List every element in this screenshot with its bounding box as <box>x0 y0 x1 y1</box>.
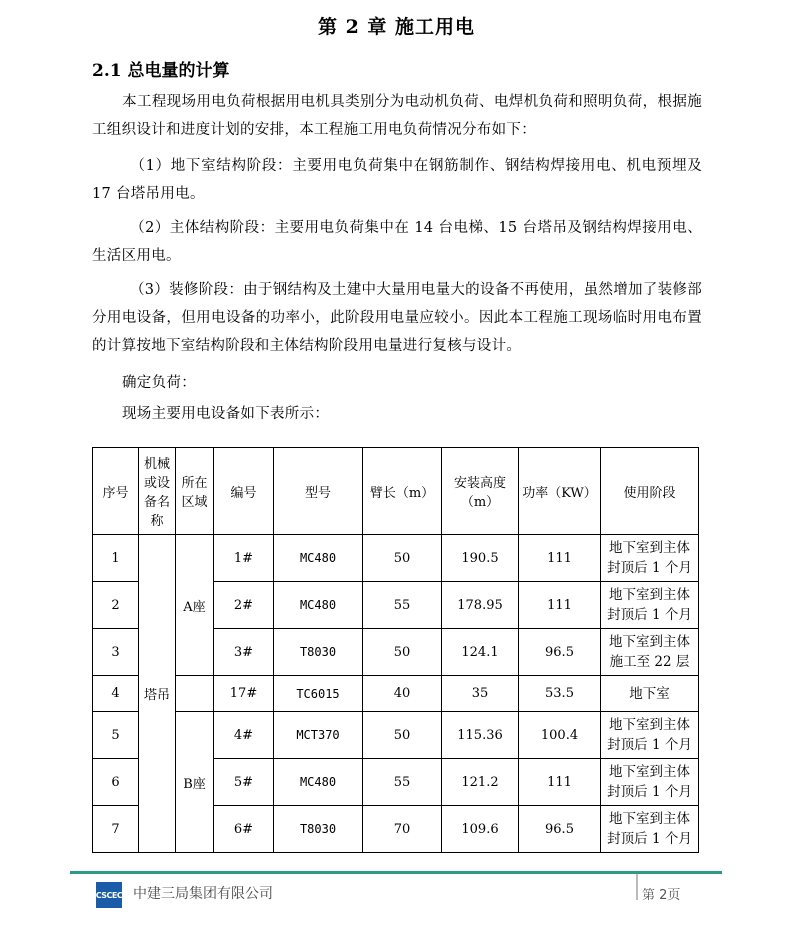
cell-height: 124.1 <box>442 629 519 676</box>
header-seq: 序号 <box>93 448 139 535</box>
company-name: 中建三局集团有限公司 <box>133 886 273 902</box>
cell-model: MCT370 <box>274 712 363 759</box>
paragraph-stage-2 <box>92 214 702 270</box>
cell-code: 1# <box>214 535 274 582</box>
cell-code: 5# <box>214 759 274 806</box>
cell-arm: 40 <box>363 676 442 712</box>
paragraph-intro-text: 本工程现场用电负荷根据用电机具类别分为电动机负荷、电焊机负荷和照明负荷，根据施工组织设计和进度计划的安排，本工程施工用电负荷情况分布如下： <box>92 94 702 138</box>
header-arm: 臂长（m） <box>363 448 442 535</box>
cell-height: 178.95 <box>442 582 519 629</box>
table-header-row <box>93 448 699 535</box>
cell-arm: 50 <box>363 712 442 759</box>
cell-arm: 50 <box>363 629 442 676</box>
equipment-table <box>92 447 699 853</box>
cell-stage: 地下室到主体施工至 22 层 <box>601 629 699 676</box>
cell-seq: 3 <box>93 629 139 676</box>
paragraph-stage-3-text: （3）装修阶段：由于钢结构及土建中大量用电量大的设备不再使用，虽然增加了装修部分用电设备，但用电设备的功率小，此阶段用电量应较小。因此本工程施工现场临时用电布置的计算按地下室结构阶段和主体结构阶段用电量进行复核与设计。 <box>92 282 702 354</box>
header-model: 型号 <box>274 448 363 535</box>
paragraph-load-text: 确定负荷： <box>122 375 196 391</box>
table-row <box>93 712 699 759</box>
cell-code: 4# <box>214 712 274 759</box>
cell-power: 111 <box>519 759 601 806</box>
cell-seq: 1 <box>93 535 139 582</box>
cell-model: T8030 <box>274 629 363 676</box>
paragraph-load <box>92 369 702 397</box>
cell-power: 96.5 <box>519 629 601 676</box>
paragraph-intro <box>92 88 702 144</box>
paragraph-stage-2-text: （2）主体结构阶段：主要用电负荷集中在 14 台电梯、15 台塔吊及钢结构焊接用电、生活区用电。 <box>92 220 702 264</box>
chapter-title: 第 2 章 施工用电 <box>317 16 476 38</box>
header-stage: 使用阶段 <box>601 448 699 535</box>
cell-height: 109.6 <box>442 806 519 853</box>
paragraph-stage-1 <box>92 152 702 208</box>
paragraph-table-intro-text: 现场主要用电设备如下表所示： <box>122 406 330 422</box>
cell-stage: 地下室到主体封顶后 1 个月 <box>601 806 699 853</box>
section-title: 2.1 总电量的计算 <box>92 61 230 81</box>
cell-seq: 2 <box>93 582 139 629</box>
page-number: 第 2页 <box>642 888 681 903</box>
header-machine: 机械或设备名称 <box>139 448 176 535</box>
cell-stage: 地下室 <box>601 676 699 712</box>
cell-code: 6# <box>214 806 274 853</box>
cell-code: 3# <box>214 629 274 676</box>
paragraph-stage-1-text: （1）地下室结构阶段：主要用电负荷集中在钢筋制作、钢结构焊接用电、机电预埋及 17 台塔吊用电。 <box>92 158 702 202</box>
cell-stage: 地下室到主体封顶后 1 个月 <box>601 535 699 582</box>
header-power: 功率（KW） <box>519 448 601 535</box>
header-area: 所在区域 <box>176 448 214 535</box>
cell-seq: 7 <box>93 806 139 853</box>
cell-power: 100.4 <box>519 712 601 759</box>
cell-model: MC480 <box>274 582 363 629</box>
cell-code: 17# <box>214 676 274 712</box>
footer-tick <box>636 874 638 900</box>
cell-height: 121.2 <box>442 759 519 806</box>
cell-power: 53.5 <box>519 676 601 712</box>
header-height: 安装高度（m） <box>442 448 519 535</box>
cell-machine-name: 塔吊 <box>139 535 176 853</box>
cell-code: 2# <box>214 582 274 629</box>
cell-arm: 70 <box>363 806 442 853</box>
cell-seq: 5 <box>93 712 139 759</box>
cell-model: MC480 <box>274 535 363 582</box>
paragraph-table-intro <box>92 400 702 428</box>
header-code: 编号 <box>214 448 274 535</box>
logo-text: CSCEC <box>95 890 123 900</box>
cell-power: 111 <box>519 582 601 629</box>
cell-power: 111 <box>519 535 601 582</box>
cell-model: TC6015 <box>274 676 363 712</box>
cell-height: 190.5 <box>442 535 519 582</box>
cell-area-a: A座 <box>176 535 214 676</box>
cell-model: MC480 <box>274 759 363 806</box>
cell-stage: 地下室到主体封顶后 1 个月 <box>601 712 699 759</box>
footer-divider <box>70 871 722 874</box>
company-logo <box>96 882 122 908</box>
paragraph-stage-3 <box>92 276 702 360</box>
cell-area-b: B座 <box>176 712 214 853</box>
table-row <box>93 676 699 712</box>
cell-stage: 地下室到主体封顶后 1 个月 <box>601 759 699 806</box>
cell-model: T8030 <box>274 806 363 853</box>
cell-seq: 6 <box>93 759 139 806</box>
cell-seq: 4 <box>93 676 139 712</box>
cell-arm: 55 <box>363 759 442 806</box>
cell-height: 35 <box>442 676 519 712</box>
cell-arm: 50 <box>363 535 442 582</box>
cell-arm: 55 <box>363 582 442 629</box>
cell-height: 115.36 <box>442 712 519 759</box>
cell-stage: 地下室到主体封顶后 1 个月 <box>601 582 699 629</box>
cell-area-empty <box>176 676 214 712</box>
table-row <box>93 535 699 582</box>
cell-power: 96.5 <box>519 806 601 853</box>
